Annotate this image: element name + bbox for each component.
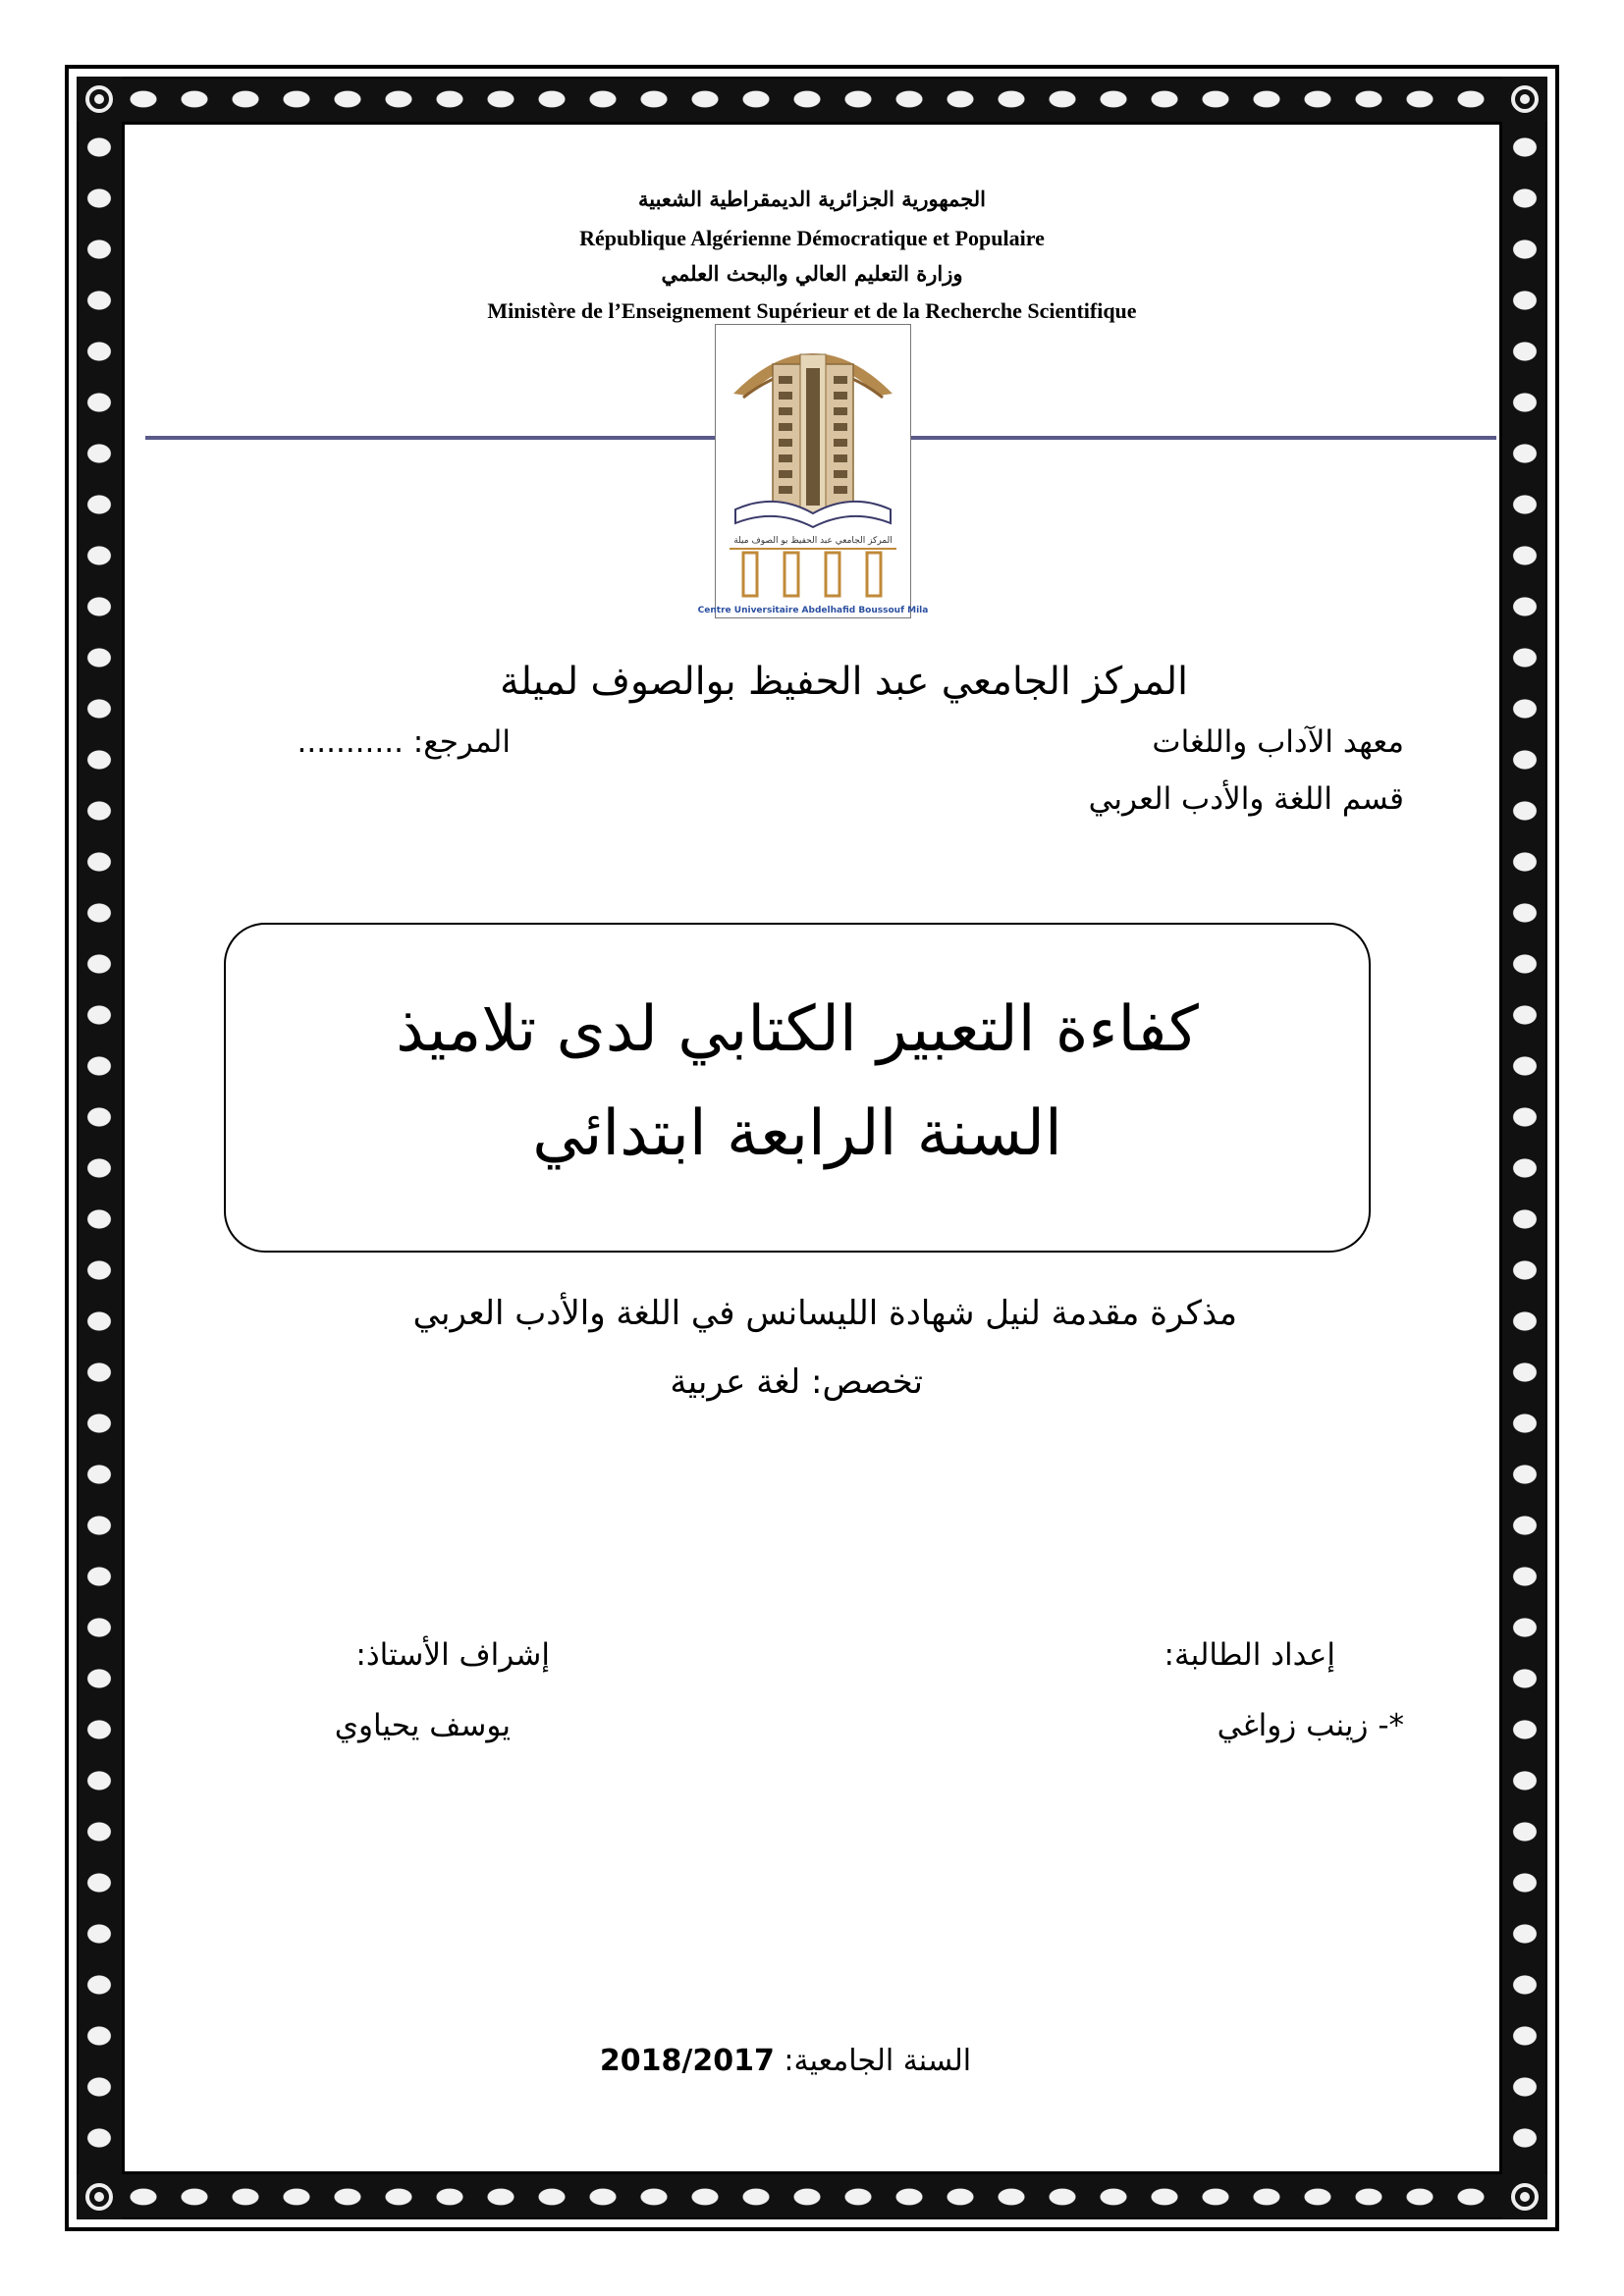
student-label: إعداد الطالبة: bbox=[1164, 1637, 1335, 1673]
logo-latin-caption: Centre Universitaire Abdelhafid Boussouf Mila bbox=[697, 606, 929, 615]
republic-arabic: الجمهورية الجزائرية الديمقراطية الشعبية bbox=[637, 187, 986, 211]
header-rule-right bbox=[911, 436, 1496, 440]
student-name: *- زينب زواغي bbox=[1217, 1708, 1404, 1743]
supervisor-label: إشراف الأستاذ: bbox=[355, 1637, 550, 1673]
thesis-title-box bbox=[224, 923, 1371, 1253]
ministry-arabic: وزارة التعليم العالي والبحث العلمي bbox=[661, 261, 963, 286]
thesis-purpose: مذكرة مقدمة لنيل شهادة الليسانس في اللغة والأدب العربي bbox=[412, 1294, 1237, 1333]
corner-ornament-icon bbox=[1502, 77, 1547, 122]
university-logo bbox=[697, 324, 929, 618]
thesis-title-line-2: السنة الرابعة ابتدائي bbox=[532, 1097, 1062, 1170]
academic-year-label: السنة الجامعية: bbox=[784, 2044, 972, 2078]
republic-french: République Algérienne Démocratique et Populaire bbox=[579, 226, 1045, 250]
corner-ornament-icon bbox=[77, 77, 122, 122]
department-name: قسم اللغة والأدب العربي bbox=[1088, 781, 1404, 817]
university-building-icon bbox=[697, 325, 929, 617]
reference-field: المرجع: ........... bbox=[297, 724, 511, 760]
header-rule-left bbox=[145, 436, 715, 440]
corner-ornament-icon bbox=[77, 2174, 122, 2219]
supervisor-name: يوسف يحياوي bbox=[334, 1708, 511, 1743]
thesis-specialty: تخصص: لغة عربية bbox=[670, 1362, 923, 1402]
ministry-french: Ministère de l’Enseignement Supérieur et de la Recherche Scientifique bbox=[487, 298, 1137, 323]
university-name: المركز الجامعي عبد الحفيظ بوالصوف لميلة bbox=[500, 660, 1188, 704]
thesis-title-line-1: كفاءة التعبير الكتابي لدى تلاميذ bbox=[396, 993, 1199, 1066]
corner-ornament-icon bbox=[1502, 2174, 1547, 2219]
logo-arabic-caption: المركز الجامعي عبد الحفيظ بو الصوف ميلة bbox=[733, 536, 893, 546]
institute-name: معهد الآداب واللغات bbox=[1152, 724, 1404, 760]
academic-year bbox=[560, 2044, 1011, 2078]
academic-year-value: 2018/2017 bbox=[599, 2044, 775, 2078]
